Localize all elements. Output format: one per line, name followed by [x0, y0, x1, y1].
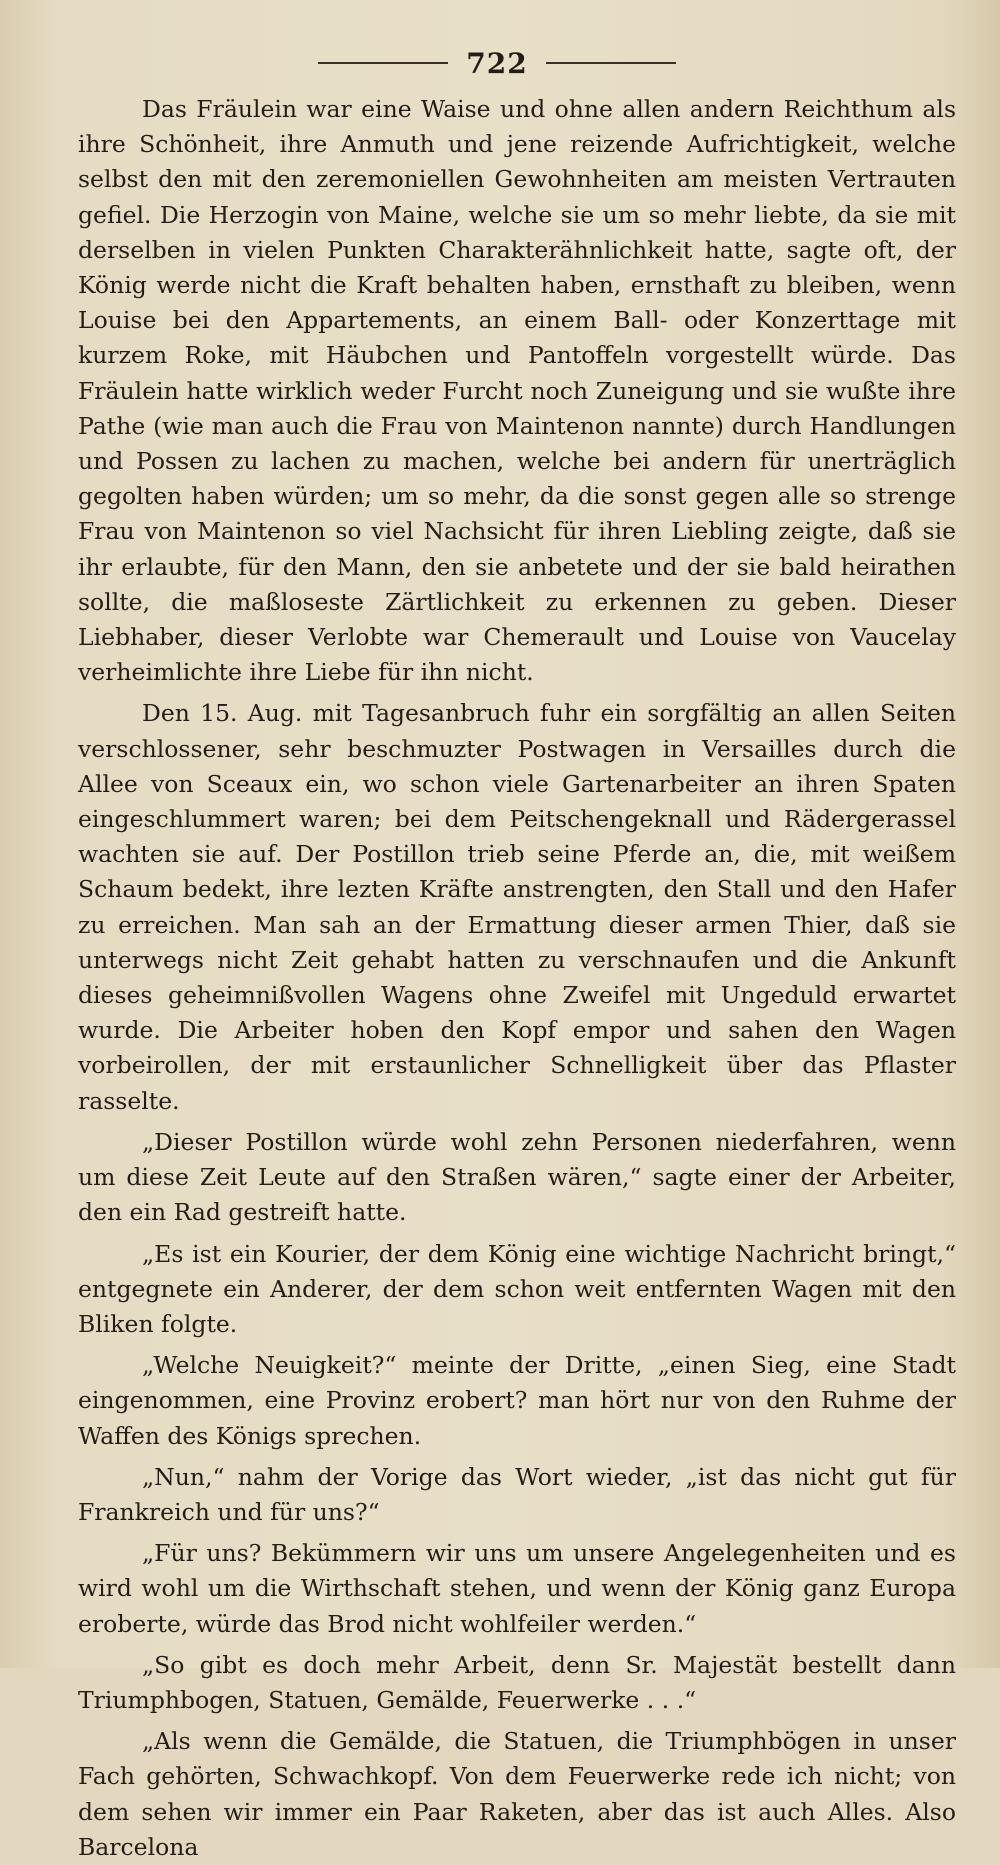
body-text: [78, 92, 956, 1865]
paragraph: Das Fräulein war eine Waise und ohne allen andern Reichthum als ihre Schönheit, ihre Anmuth und jene reizende Aufrichtigkeit, welche selbst den mit den zeremoniellen Gewohnheiten am meisten Vertrauten gefiel. Die Herzogin von Maine, welche sie um so mehr liebte, da sie mit derselben in vielen Punkten Charakterähnlichkeit hatte, sagte oft, der König werde nicht die Kraft behalten haben, ernsthaft zu bleiben, wenn Louise bei den Appartements, an einem Ball- oder Konzerttage mit kurzem Roke, mit Häubchen und Pantoffeln vorgestellt würde. Das Fräulein hatte wirklich weder Furcht noch Zuneigung und sie wußte ihre Pathe (wie man auch die Frau von Maintenon nannte) durch Handlungen und Possen zu lachen zu machen, welche bei andern für unerträglich gegolten haben würden; um so mehr, da die sonst gegen alle so strenge Frau von Maintenon so viel Nachsicht für ihren Liebling zeigte, daß sie ihr erlaubte, für den Mann, den sie anbetete und der sie bald heirathen sollte, die maßloseste Zärtlichkeit zu erkennen zu geben. Dieser Liebhaber, dieser Verlobte war Chemerault und Louise von Vaucelay verheimlichte ihre Liebe für ihn nicht.: [78, 95, 956, 687]
page-header: [38, 40, 956, 86]
paragraph: „Es ist ein Kourier, der dem König eine wichtige Nachricht bringt,“ entgegnete ein Anderer, der dem schon weit entfernten Wagen mit den Bliken folgte.: [78, 1239, 956, 1338]
paragraph: „Welche Neuigkeit?“ meinte der Dritte, „einen Sieg, eine Stadt eingenommen, eine Provinz erobert? man hört nur von den Ruhme der Waffen des Königs sprechen.: [78, 1351, 956, 1450]
paragraph: „Als wenn die Gemälde, die Statuen, die Triumphbögen in unser Fach gehörten, Schwachkopf. Von dem Feuerwerke rede ich nicht; von dem sehen wir immer ein Paar Raketen, aber das ist auch Alles. Also Barcelona: [78, 1727, 956, 1861]
header-rule-right: [546, 62, 676, 64]
header-rule-left: [318, 62, 448, 64]
paragraph: Den 15. Aug. mit Tagesanbruch fuhr ein sorgfältig an allen Seiten verschlossener, sehr beschmuzter Postwagen in Versailles durch die Allee von Sceaux ein, wo schon viele Gartenarbeiter an ihren Spaten eingeschlummert waren; bei dem Peitschengeknall und Rädergerassel wachten sie auf. Der Postillon trieb seine Pferde an, die, mit weißem Schaum bedekt, ihre lezten Kräfte anstrengten, den Stall und den Hafer zu erreichen. Man sah an der Ermattung dieser armen Thier, daß sie unterwegs nicht Zeit gehabt hatten zu verschnaufen und die Ankunft dieses geheimnißvollen Wagens ohne Zweifel mit Ungeduld erwartet wurde. Die Arbeiter hoben den Kopf empor und sahen den Wagen vorbeirollen, der mit erstaunlicher Schnelligkeit über das Pflaster rasselte.: [78, 699, 956, 1115]
paragraph: „Für uns? Bekümmern wir uns um unsere Angelegenheiten und es wird wohl um die Wirthschaft stehen, und wenn der König ganz Europa eroberte, würde das Brod nicht wohlfeiler werden.“: [78, 1539, 956, 1638]
paragraph: „Dieser Postillon würde wohl zehn Personen niederfahren, wenn um diese Zeit Leute auf den Straßen wären,“ sagte einer der Arbeiter, den ein Rad gestreift hatte.: [78, 1127, 956, 1227]
paragraph: „Nun,“ nahm der Vorige das Wort wieder, „ist das nicht gut für Frankreich und für uns?“: [78, 1462, 956, 1526]
page-number: 722: [466, 46, 528, 80]
paragraph: „So gibt es doch mehr Arbeit, denn Sr. Majestät bestellt dann Triumphbogen, Statuen, Gemälde, Feuerwerke . . .“: [78, 1650, 956, 1714]
